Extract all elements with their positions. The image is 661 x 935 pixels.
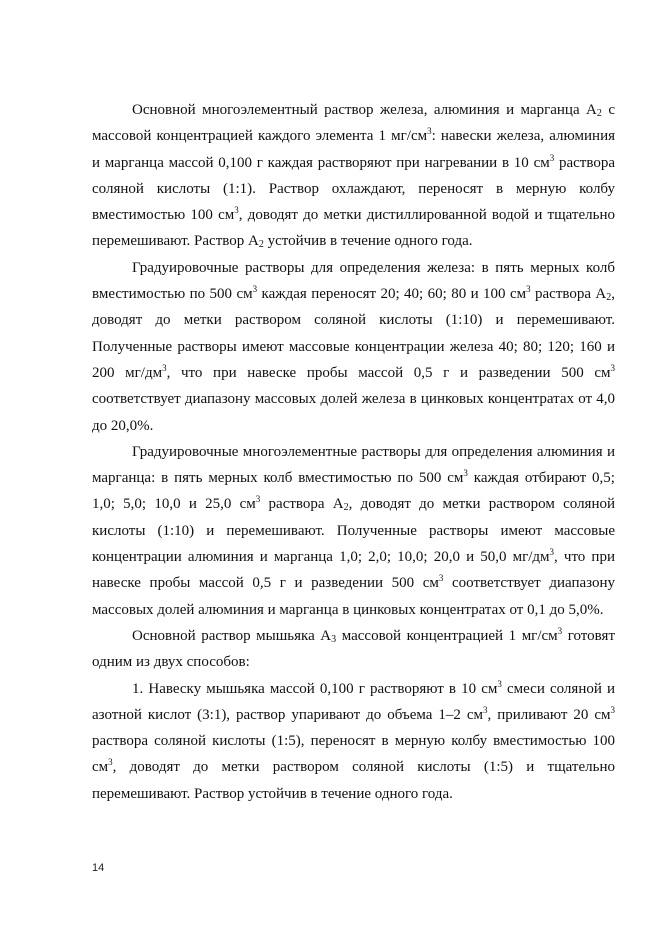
paragraph-arsenic-method-1: 1. Навеску мышьяка массой 0,100 г растворяют в 10 $см^3$ смеси соляной и азотной кислот (3:1), раствор упаривают до объема 1–2 $см^3$, приливают 20 $см^3$ раствора соляной кислоты (1:5), переносят в мерную колбу вместимостью 100 $см^3$, доводят до метки раствором соляной кислоты (1:5) и тщательно перемешивают. Раствор устойчив в течение одного года.	[92, 678, 616, 802]
paragraph-iron-calibration: Градуировочные растворы для определения железа: в пять мерных колб вместимостью по 500 $см^3$ каждая переносят 20; 40; 60; 80 и 100 $см^3$ раствора $А_2$, доводят до метки раствором соляной кислоты (1:10) и перемешивают. Полученные растворы имеют массовые концентрации железа 40; 80; 120; 160 и 200 $мг/дм^3$, что при навеске пробы массой 0,5 г и разведении 500 $см^3$ соответствует диапазону массовых долей железа в цинковых концентратах от 4,0 до 20,0%.	[92, 259, 616, 434]
page-number: 14	[92, 862, 105, 874]
document-body	[92, 97, 615, 807]
paragraph-al-mn-calibration: Градуировочные многоэлементные растворы для определения алюминия и марганца: в пять мерных колб вместимостью по 500 $см^3$ каждая отбирают 0,5; 1,0; 5,0; 10,0 и 25,0 $см^3$ раствора $А_2$, доводят до метки раствором соляной кислоты (1:10) и перемешивают. Полученные растворы имеют массовые концентрации алюминия и марганца 1,0; 2,0; 10,0; 20,0 и 50,0 $мг/дм^3$, что при навеске пробы массой 0,5 г и разведении 500 $см^3$ соответствует диапазону массовых долей алюминия и марганца в цинковых концентратах от 0,1 до 5,0%.	[92, 443, 616, 618]
paragraph-arsenic-stock: Основной раствор мышьяка $А_3$ массовой концентрацией 1 $мг/см^3$ готовят одним из двух способов:	[92, 625, 616, 671]
paragraph-stock-solution-a2: Основной многоэлементный раствор железа, алюминия и марганца $А_2$ с массовой концентрацией каждого элемента 1 $мг/см^3$: навески железа, алюминия и марганца массой 0,100 г каждая растворяют при нагревании в 10 $см^3$ раствора соляной кислоты (1:1). Раствор охлаждают, переносят в мерную колбу вместимостью 100 $см^3$, доводят до метки дистиллированной водой и тщательно перемешивают. Раствор $А_2$ устойчив в течение одного года.	[92, 102, 615, 251]
